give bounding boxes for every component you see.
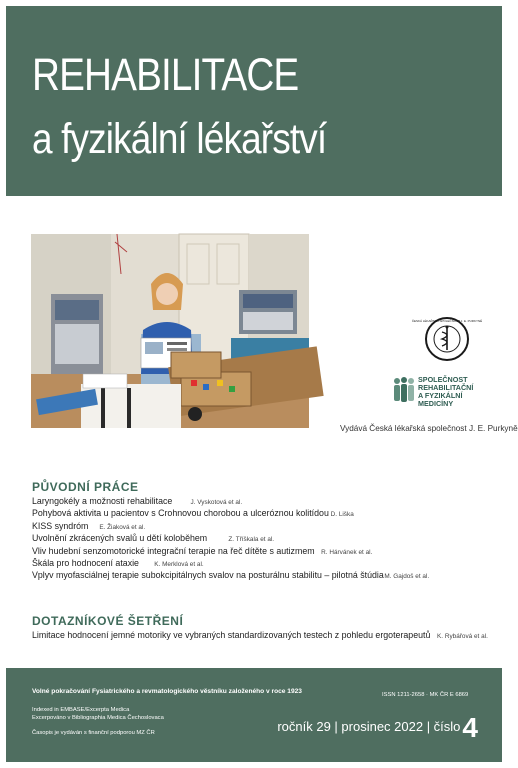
toc-item[interactable]: Škála pro hodnocení ataxie K. Merklová et al. xyxy=(32,557,204,569)
toc-item[interactable]: Pohybová aktivita u pacientov s Crohnovou chorobou a ulceróznou kolitídou D. Liška xyxy=(32,508,354,520)
toc-item[interactable]: Laryngokély a možnosti rehabilitace J. Vyskotová et al. xyxy=(32,496,243,507)
rehabilitation-society-logo xyxy=(392,372,502,412)
issn-number: ISSN 1211-2658 · MK ČR E 6869 xyxy=(382,692,469,698)
toc-questionnaire-survey xyxy=(32,630,502,642)
support-note: Časopis je vydáván s finanční podporou MZ ČR xyxy=(32,730,155,736)
toc-item[interactable]: Vplyv myofasciálnej terapie subokcipitálnych svalov na posturálnu stabilitu – pilotná štúdiaM. Gajdoš et al. xyxy=(32,570,430,582)
toc-item[interactable]: KISS syndróm E. Žiaková et al. xyxy=(32,520,146,532)
society-name: SPOLEČNOST REHABILITAČNÍ A FYZIKÁLNÍ MEDICÍNY xyxy=(418,375,474,408)
publisher-line: Vydává Česká lékařská společnost J. E. Purkyně xyxy=(340,424,518,433)
cover-footer xyxy=(6,668,502,762)
section-heading-original-works: PŮVODNÍ PRÁCE xyxy=(32,480,139,494)
journal-title-line1: REHABILITACE xyxy=(32,49,299,100)
indexing-note: Indexed in EMBASE/Excerpta Medica Excerpováno v Bibliographia Medica Čechoslovaca xyxy=(32,707,164,721)
toc-item[interactable]: Vliv hudební senzomotorické integrační terapie na řeč dítěte s autizmem R. Hárvánek et al. xyxy=(32,545,373,557)
issue-number: 4 xyxy=(462,712,478,743)
section-heading-questionnaire-survey: DOTAZNÍKOVÉ ŠETŘENÍ xyxy=(32,614,184,628)
cover-photo xyxy=(31,234,309,428)
volume-issue: ročník 29 | prosinec 2022 | číslo4 xyxy=(277,712,478,743)
journal-cover xyxy=(6,6,518,762)
seal-text: ČESKÁ LÉKAŘSKÁ SPOLEČNOST J. E. PURKYNĚ xyxy=(411,319,483,323)
czech-medical-society-seal xyxy=(411,316,483,362)
society-figures-icon xyxy=(392,376,416,406)
journal-title-line2: a fyzikální lékařství xyxy=(32,115,327,163)
cover-header xyxy=(6,6,502,196)
toc-item[interactable]: Limitace hodnocení jemné motoriky ve vybraných standardizovaných testech z pohledu ergoterapeutů K. Rybářová et al. xyxy=(32,630,488,641)
toc-item[interactable]: Uvolnění zkrácených svalů u dětí koloběhem Z. Tříškala et al. xyxy=(32,533,275,545)
toc-original-works xyxy=(32,496,502,583)
founding-note: Volné pokračování Fysiatrického a revmatologického věstníku založeného v roce 1923 xyxy=(32,688,302,695)
